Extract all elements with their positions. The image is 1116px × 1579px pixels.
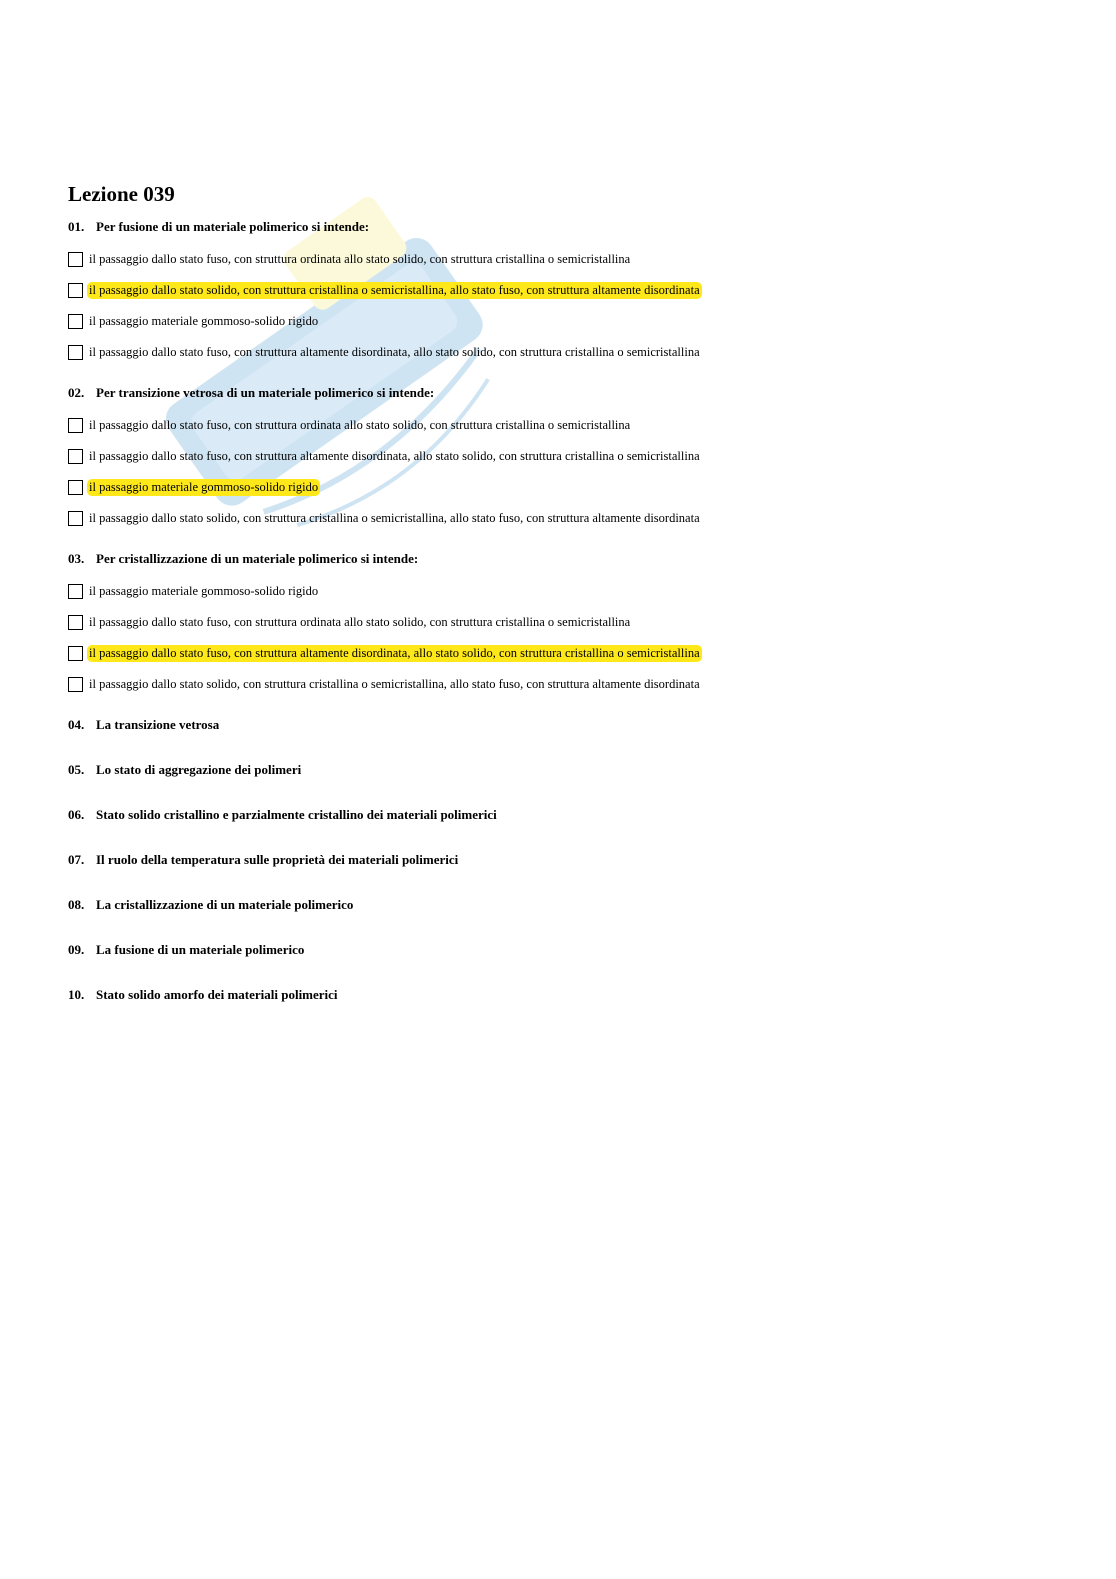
answer-text: il passaggio materiale gommoso-solido rigido <box>89 314 319 328</box>
question-header <box>68 384 788 402</box>
answer-text: il passaggio materiale gommoso-solido rigido <box>89 584 319 598</box>
question <box>68 218 788 368</box>
question-list <box>68 218 788 700</box>
topic-number: 04. <box>68 717 85 732</box>
answer-option[interactable] <box>68 441 788 472</box>
question-header <box>68 550 788 568</box>
answer-checkbox[interactable] <box>68 646 83 661</box>
topic-item <box>68 851 788 869</box>
topic-number: 10. <box>68 987 85 1002</box>
answer-checkbox[interactable] <box>68 677 83 692</box>
answer-text-highlighted: il passaggio dallo stato fuso, con struttura altamente disordinata, allo stato solido, con struttura cristallina o semicristallina <box>89 646 700 660</box>
answer-checkbox[interactable] <box>68 449 83 464</box>
question <box>68 384 788 534</box>
topic-item <box>68 986 788 1004</box>
answer-checkbox[interactable] <box>68 418 83 433</box>
answer-checkbox[interactable] <box>68 480 83 495</box>
question-text: Per fusione di un materiale polimerico si intende: <box>96 219 370 234</box>
answer-text: il passaggio dallo stato solido, con struttura cristallina o semicristallina, allo stato fuso, con struttura altamente disordinata <box>89 511 700 525</box>
answer-option[interactable] <box>68 306 788 337</box>
answer-option[interactable] <box>68 244 788 275</box>
answer-option[interactable] <box>68 275 788 306</box>
answer-checkbox[interactable] <box>68 252 83 267</box>
answer-text: il passaggio dallo stato solido, con struttura cristallina o semicristallina, allo stato fuso, con struttura altamente disordinata <box>89 677 700 691</box>
answer-option[interactable] <box>68 607 788 638</box>
answer-option[interactable] <box>68 472 788 503</box>
topic-number: 06. <box>68 807 85 822</box>
question-number: 02. <box>68 385 85 400</box>
question-text: Per transizione vetrosa di un materiale polimerico si intende: <box>96 385 435 400</box>
topic-text: Stato solido cristallino e parzialmente cristallino dei materiali polimerici <box>96 807 497 822</box>
answer-checkbox[interactable] <box>68 584 83 599</box>
question <box>68 550 788 700</box>
question-number: 03. <box>68 551 85 566</box>
answer-option[interactable] <box>68 638 788 669</box>
question-text: Per cristallizzazione di un materiale polimerico si intende: <box>96 551 419 566</box>
answer-text: il passaggio dallo stato fuso, con struttura ordinata allo stato solido, con struttura cristallina o semicristallina <box>89 418 631 432</box>
topic-text: La fusione di un materiale polimerico <box>96 942 305 957</box>
answer-text: il passaggio dallo stato fuso, con struttura altamente disordinata, allo stato solido, con struttura cristallina o semicristallina <box>89 345 700 359</box>
document-body <box>68 180 788 1031</box>
topic-list <box>68 716 788 1004</box>
topic-text: Stato solido amorfo dei materiali polimerici <box>96 987 338 1002</box>
answer-text: il passaggio dallo stato fuso, con struttura ordinata allo stato solido, con struttura cristallina o semicristallina <box>89 615 631 629</box>
topic-number: 08. <box>68 897 85 912</box>
topic-text: Il ruolo della temperatura sulle proprietà dei materiali polimerici <box>96 852 459 867</box>
topic-item <box>68 806 788 824</box>
answer-text-highlighted: il passaggio materiale gommoso-solido rigido <box>89 480 319 494</box>
answer-checkbox[interactable] <box>68 345 83 360</box>
topic-item <box>68 941 788 959</box>
answer-option[interactable] <box>68 410 788 441</box>
topic-text: La transizione vetrosa <box>96 717 220 732</box>
topic-number: 05. <box>68 762 85 777</box>
answer-checkbox[interactable] <box>68 615 83 630</box>
topic-item <box>68 761 788 779</box>
topic-number: 09. <box>68 942 85 957</box>
answer-checkbox[interactable] <box>68 511 83 526</box>
answer-option[interactable] <box>68 576 788 607</box>
topic-number: 07. <box>68 852 85 867</box>
answer-option[interactable] <box>68 669 788 700</box>
topic-text: La cristallizzazione di un materiale polimerico <box>96 897 354 912</box>
answer-text: il passaggio dallo stato fuso, con struttura altamente disordinata, allo stato solido, con struttura cristallina o semicristallina <box>89 449 700 463</box>
answer-text-highlighted: il passaggio dallo stato solido, con struttura cristallina o semicristallina, allo stato fuso, con struttura altamente disordinata <box>89 283 700 297</box>
answer-checkbox[interactable] <box>68 283 83 298</box>
question-header <box>68 218 788 236</box>
answer-text: il passaggio dallo stato fuso, con struttura ordinata allo stato solido, con struttura cristallina o semicristallina <box>89 252 631 266</box>
answer-option[interactable] <box>68 337 788 368</box>
answer-checkbox[interactable] <box>68 314 83 329</box>
topic-item <box>68 716 788 734</box>
topic-text: Lo stato di aggregazione dei polimeri <box>96 762 302 777</box>
question-number: 01. <box>68 219 85 234</box>
page-title: Lezione 039 <box>68 182 175 206</box>
answer-option[interactable] <box>68 503 788 534</box>
topic-item <box>68 896 788 914</box>
